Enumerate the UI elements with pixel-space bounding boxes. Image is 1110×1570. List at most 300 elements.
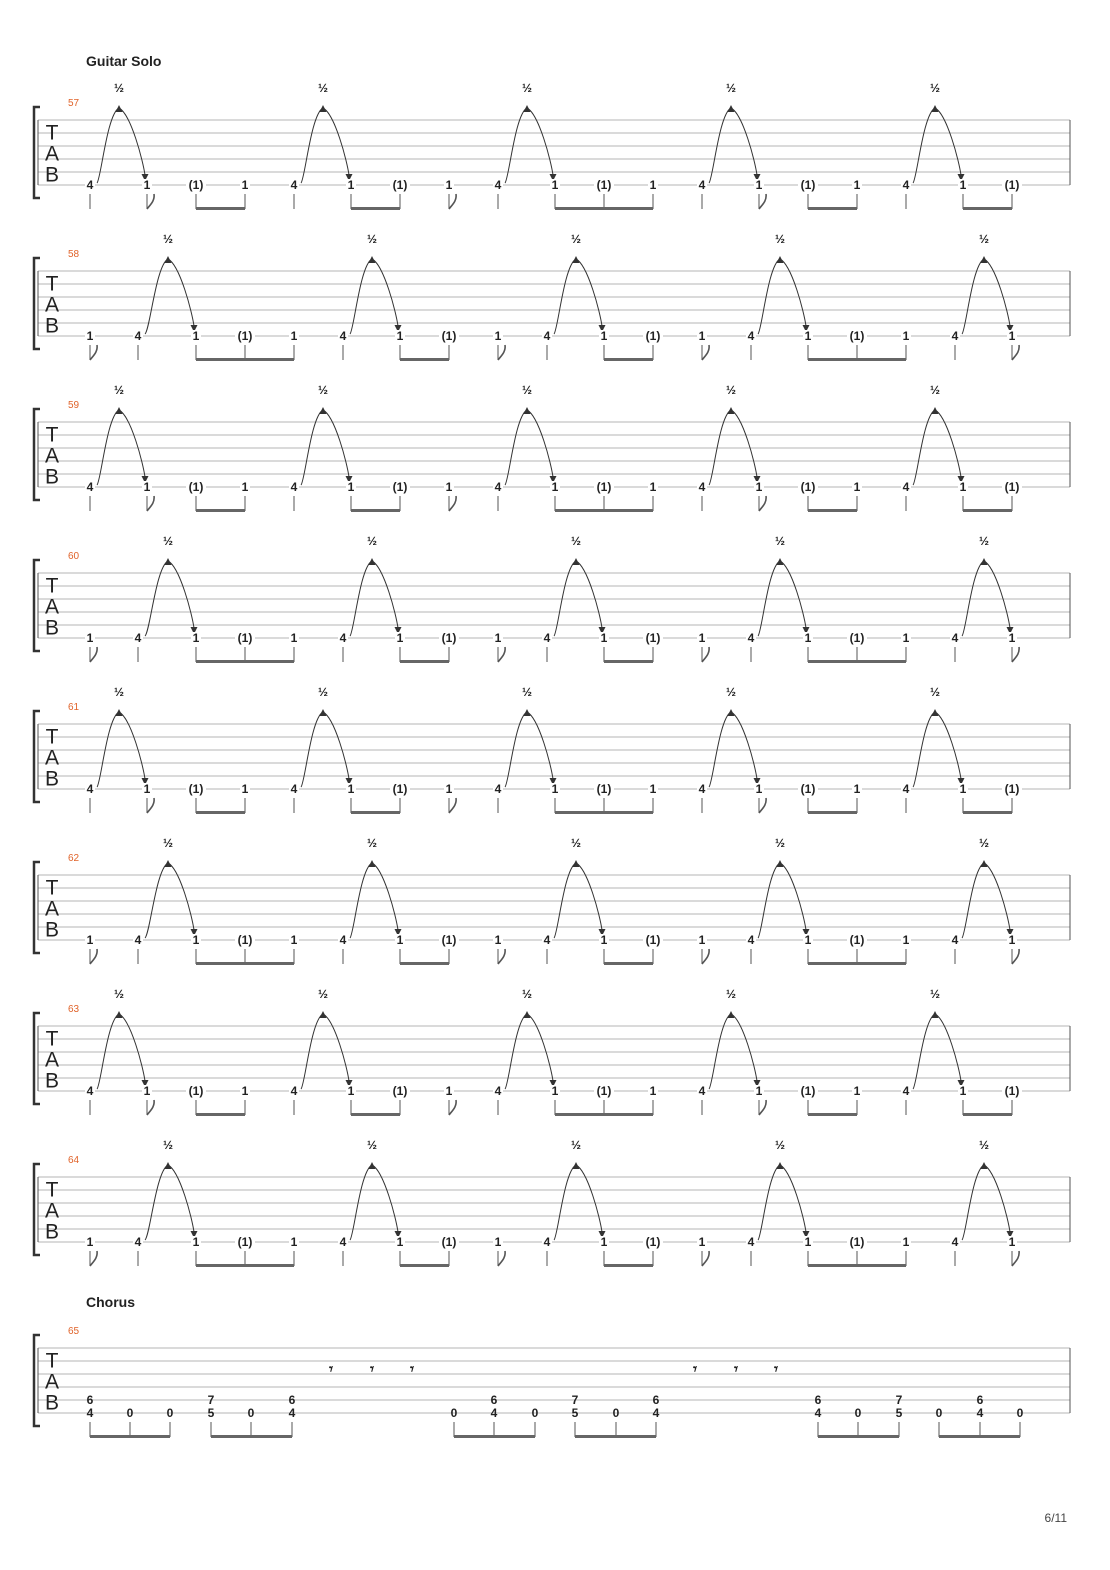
fret-number: 1 bbox=[902, 329, 910, 343]
note-flag bbox=[1012, 345, 1019, 360]
fret-number: 4 bbox=[652, 1406, 660, 1420]
note-flag bbox=[1012, 1251, 1019, 1266]
beam bbox=[808, 1264, 906, 1267]
fret-number: 4 bbox=[951, 329, 959, 343]
tab-clef-letter: T bbox=[45, 423, 59, 447]
fret-number: (1) bbox=[849, 329, 865, 343]
fret-number: 1 bbox=[804, 1235, 812, 1249]
note-flag bbox=[147, 798, 154, 813]
beam bbox=[555, 811, 653, 814]
fret-number: 1 bbox=[649, 782, 657, 796]
fret-number: 4 bbox=[288, 1406, 296, 1420]
beam bbox=[604, 660, 653, 663]
bend-arrow-up bbox=[116, 709, 123, 716]
fret-number: 0 bbox=[166, 1406, 174, 1420]
tab-clef-letter: A bbox=[44, 897, 60, 921]
fret-number: 1 bbox=[698, 631, 706, 645]
fret-number: 1 bbox=[853, 1084, 861, 1098]
fret-number: 5 bbox=[895, 1406, 903, 1420]
bend-arrow-up bbox=[524, 709, 531, 716]
bend-amount-label: ½ bbox=[929, 685, 941, 699]
measure-number: 61 bbox=[68, 702, 80, 713]
fret-number: (1) bbox=[392, 480, 408, 494]
fret-number: 6 bbox=[86, 1393, 94, 1407]
bend-arrow-up bbox=[777, 1162, 784, 1169]
beam bbox=[90, 1435, 170, 1438]
note-flag bbox=[147, 1100, 154, 1115]
tab-clef-letter: A bbox=[44, 595, 60, 619]
bend-amount-label: ½ bbox=[978, 1138, 990, 1152]
bend-amount-label: ½ bbox=[570, 232, 582, 246]
tab-clef-letter: B bbox=[44, 163, 60, 187]
beam bbox=[196, 962, 294, 965]
fret-number: 1 bbox=[959, 178, 967, 192]
fret-number: 1 bbox=[649, 178, 657, 192]
tab-clef-letter: A bbox=[44, 1199, 60, 1223]
fret-number: 1 bbox=[853, 480, 861, 494]
measure-number: 57 bbox=[68, 98, 80, 109]
fret-number: 1 bbox=[1008, 329, 1016, 343]
fret-number: 1 bbox=[649, 480, 657, 494]
beam bbox=[555, 509, 653, 512]
bend-amount-label: ½ bbox=[521, 383, 533, 397]
fret-number: 1 bbox=[902, 933, 910, 947]
fret-number: 1 bbox=[494, 329, 502, 343]
bend-amount-label: ½ bbox=[162, 836, 174, 850]
fret-number: 1 bbox=[600, 933, 608, 947]
note-flag bbox=[147, 194, 154, 209]
fret-number: (1) bbox=[237, 933, 253, 947]
fret-number: (1) bbox=[596, 178, 612, 192]
bend-arrow-up bbox=[369, 558, 376, 565]
fret-number: 1 bbox=[86, 1235, 94, 1249]
note-flag bbox=[702, 345, 709, 360]
fret-number: (1) bbox=[188, 782, 204, 796]
tab-clef-letter: B bbox=[44, 1220, 60, 1244]
fret-number: (1) bbox=[392, 1084, 408, 1098]
bend-arrow-up bbox=[116, 105, 123, 112]
beam bbox=[196, 1264, 294, 1267]
fret-number: 1 bbox=[959, 480, 967, 494]
fret-number: 5 bbox=[571, 1406, 579, 1420]
tab-system bbox=[34, 81, 1070, 210]
fret-number: 4 bbox=[290, 480, 298, 494]
fret-number: 1 bbox=[959, 782, 967, 796]
fret-number: 4 bbox=[902, 178, 910, 192]
fret-number: 1 bbox=[396, 631, 404, 645]
bend-amount-label: ½ bbox=[521, 685, 533, 699]
fret-number: (1) bbox=[237, 631, 253, 645]
bend-arrow-up bbox=[777, 558, 784, 565]
fret-number: 1 bbox=[902, 631, 910, 645]
note-flag bbox=[498, 949, 505, 964]
fret-number: 1 bbox=[396, 1235, 404, 1249]
measure-number: 58 bbox=[68, 249, 80, 260]
fret-number: 1 bbox=[86, 933, 94, 947]
fret-number: 1 bbox=[698, 933, 706, 947]
fret-number: (1) bbox=[645, 933, 661, 947]
fret-number: 1 bbox=[853, 178, 861, 192]
eighth-rest: 𝄾 bbox=[774, 1361, 778, 1378]
bend-amount-label: ½ bbox=[317, 685, 329, 699]
bend-arrow-up bbox=[573, 558, 580, 565]
tab-system bbox=[34, 836, 1070, 965]
fret-number: 1 bbox=[192, 933, 200, 947]
eighth-rest: 𝄾 bbox=[410, 1361, 414, 1378]
fret-number: 1 bbox=[241, 1084, 249, 1098]
note-flag bbox=[90, 345, 97, 360]
fret-number: (1) bbox=[392, 782, 408, 796]
fret-number: 4 bbox=[339, 631, 347, 645]
tab-clef-letter: A bbox=[44, 293, 60, 317]
beam bbox=[604, 358, 653, 361]
bend-arrow-up bbox=[320, 407, 327, 414]
beam bbox=[808, 509, 857, 512]
bend-arrow-up bbox=[932, 1011, 939, 1018]
beam bbox=[196, 1113, 245, 1116]
fret-number: 1 bbox=[241, 178, 249, 192]
fret-number: 4 bbox=[902, 1084, 910, 1098]
fret-number: 1 bbox=[804, 329, 812, 343]
fret-number: 1 bbox=[755, 178, 763, 192]
bend-amount-label: ½ bbox=[317, 987, 329, 1001]
note-flag bbox=[1012, 949, 1019, 964]
eighth-rest: 𝄾 bbox=[370, 1361, 374, 1378]
section-label: Chorus bbox=[86, 1294, 135, 1310]
tab-clef-letter: T bbox=[45, 574, 59, 598]
beam bbox=[211, 1435, 292, 1438]
tab-clef-letter: T bbox=[45, 1178, 59, 1202]
note-flag bbox=[759, 798, 766, 813]
bend-arrow-up bbox=[165, 860, 172, 867]
fret-number: 1 bbox=[959, 1084, 967, 1098]
bend-arrow-up bbox=[573, 256, 580, 263]
bend-arrow-up bbox=[728, 105, 735, 112]
fret-number: (1) bbox=[441, 933, 457, 947]
beam bbox=[555, 1113, 653, 1116]
fret-number: 1 bbox=[755, 480, 763, 494]
fret-number: 4 bbox=[902, 480, 910, 494]
bend-amount-label: ½ bbox=[570, 534, 582, 548]
fret-number: 1 bbox=[551, 1084, 559, 1098]
fret-number: 1 bbox=[551, 782, 559, 796]
tab-clef-letter: A bbox=[44, 1370, 60, 1394]
beam bbox=[555, 207, 653, 210]
note-flag bbox=[1012, 647, 1019, 662]
fret-number: 4 bbox=[490, 1406, 498, 1420]
measure-number: 65 bbox=[68, 1326, 80, 1337]
fret-number: 1 bbox=[192, 1235, 200, 1249]
fret-number: 1 bbox=[698, 329, 706, 343]
fret-number: 7 bbox=[571, 1393, 579, 1407]
fret-number: 4 bbox=[698, 480, 706, 494]
beam bbox=[196, 358, 294, 361]
beam bbox=[351, 207, 400, 210]
bend-amount-label: ½ bbox=[929, 987, 941, 1001]
fret-number: 1 bbox=[445, 178, 453, 192]
beam bbox=[400, 660, 449, 663]
fret-number: 1 bbox=[143, 1084, 151, 1098]
fret-number: 1 bbox=[143, 178, 151, 192]
fret-number: (1) bbox=[645, 329, 661, 343]
fret-number: (1) bbox=[441, 1235, 457, 1249]
fret-number: 1 bbox=[551, 480, 559, 494]
bend-arrow-up bbox=[320, 105, 327, 112]
tab-clef-letter: T bbox=[45, 1027, 59, 1051]
fret-number: 4 bbox=[494, 1084, 502, 1098]
eighth-rest: 𝄾 bbox=[734, 1361, 738, 1378]
beam bbox=[604, 1264, 653, 1267]
note-flag bbox=[759, 1100, 766, 1115]
bend-arrow-up bbox=[777, 860, 784, 867]
fret-number: 1 bbox=[698, 1235, 706, 1249]
tab-system bbox=[34, 685, 1070, 814]
fret-number: 1 bbox=[649, 1084, 657, 1098]
bend-arrow-up bbox=[728, 1011, 735, 1018]
section-labels bbox=[86, 53, 161, 1310]
fret-number: 1 bbox=[241, 480, 249, 494]
fret-number: 1 bbox=[396, 933, 404, 947]
beam bbox=[604, 962, 653, 965]
eighth-rest: 𝄾 bbox=[329, 1361, 333, 1378]
fret-number: 7 bbox=[895, 1393, 903, 1407]
fret-number: 4 bbox=[543, 1235, 551, 1249]
fret-number: 1 bbox=[902, 1235, 910, 1249]
fret-number: 1 bbox=[600, 329, 608, 343]
fret-number: 4 bbox=[698, 1084, 706, 1098]
note-flag bbox=[90, 949, 97, 964]
note-flag bbox=[498, 647, 505, 662]
measure-number: 60 bbox=[68, 551, 80, 562]
fret-number: 1 bbox=[551, 178, 559, 192]
fret-number: 1 bbox=[755, 1084, 763, 1098]
bend-amount-label: ½ bbox=[113, 685, 125, 699]
fret-number: 1 bbox=[755, 782, 763, 796]
bend-amount-label: ½ bbox=[113, 987, 125, 1001]
beam bbox=[963, 509, 1012, 512]
fret-number: (1) bbox=[237, 1235, 253, 1249]
fret-number: 1 bbox=[290, 933, 298, 947]
fret-number: 0 bbox=[531, 1406, 539, 1420]
bend-arrow-up bbox=[573, 860, 580, 867]
system-bracket bbox=[34, 560, 40, 651]
fret-number: 4 bbox=[290, 178, 298, 192]
beam bbox=[808, 207, 857, 210]
fret-number: 4 bbox=[951, 1235, 959, 1249]
tab-system bbox=[34, 383, 1070, 512]
beam bbox=[196, 509, 245, 512]
bend-arrow-up bbox=[728, 407, 735, 414]
fret-number: 4 bbox=[951, 933, 959, 947]
fret-number: 1 bbox=[445, 782, 453, 796]
note-flag bbox=[759, 194, 766, 209]
system-bracket bbox=[34, 258, 40, 349]
fret-number: 1 bbox=[396, 329, 404, 343]
tab-system bbox=[34, 1138, 1070, 1267]
bend-arrow-up bbox=[728, 709, 735, 716]
page-number: 6/11 bbox=[1044, 1511, 1067, 1525]
tab-clef-letter: B bbox=[44, 1069, 60, 1093]
bend-arrow-up bbox=[932, 709, 939, 716]
fret-number: 4 bbox=[339, 329, 347, 343]
note-flag bbox=[702, 1251, 709, 1266]
fret-number: 1 bbox=[804, 933, 812, 947]
bend-arrow-up bbox=[116, 407, 123, 414]
bend-amount-label: ½ bbox=[725, 987, 737, 1001]
note-flag bbox=[449, 798, 456, 813]
fret-number: 4 bbox=[86, 1406, 94, 1420]
note-flag bbox=[702, 949, 709, 964]
bend-amount-label: ½ bbox=[162, 534, 174, 548]
tab-clef-letter: A bbox=[44, 142, 60, 166]
note-flag bbox=[147, 496, 154, 511]
tab-clef-letter: T bbox=[45, 876, 59, 900]
fret-number: 1 bbox=[600, 1235, 608, 1249]
bend-arrow-up bbox=[981, 558, 988, 565]
tab-clef-letter: T bbox=[45, 121, 59, 145]
note-flag bbox=[449, 1100, 456, 1115]
bend-amount-label: ½ bbox=[162, 232, 174, 246]
beam bbox=[196, 660, 294, 663]
fret-number: 4 bbox=[747, 1235, 755, 1249]
fret-number: (1) bbox=[1004, 1084, 1020, 1098]
beam bbox=[400, 1264, 449, 1267]
system-bracket bbox=[34, 107, 40, 198]
eighth-rest: 𝄾 bbox=[693, 1361, 697, 1378]
tab-clef-letter: B bbox=[44, 918, 60, 942]
tab-system bbox=[34, 232, 1070, 361]
fret-number: 6 bbox=[490, 1393, 498, 1407]
system-bracket bbox=[34, 1013, 40, 1104]
beam bbox=[963, 811, 1012, 814]
tab-clef-letter: T bbox=[45, 725, 59, 749]
bend-amount-label: ½ bbox=[113, 383, 125, 397]
fret-number: (1) bbox=[849, 631, 865, 645]
fret-number: 4 bbox=[814, 1406, 822, 1420]
note-flag bbox=[90, 1251, 97, 1266]
bend-amount-label: ½ bbox=[521, 81, 533, 95]
beam bbox=[808, 962, 906, 965]
tab-clef-letter: B bbox=[44, 465, 60, 489]
fret-number: 4 bbox=[134, 933, 142, 947]
fret-number: (1) bbox=[800, 178, 816, 192]
bend-amount-label: ½ bbox=[978, 232, 990, 246]
fret-number: 4 bbox=[951, 631, 959, 645]
beam bbox=[818, 1435, 899, 1438]
fret-number: 1 bbox=[86, 329, 94, 343]
fret-number: (1) bbox=[1004, 178, 1020, 192]
tab-clef-letter: B bbox=[44, 616, 60, 640]
measure-number: 64 bbox=[68, 1155, 80, 1166]
tab-clef-letter: T bbox=[45, 272, 59, 296]
fret-number: (1) bbox=[392, 178, 408, 192]
fret-number: 4 bbox=[290, 1084, 298, 1098]
bend-amount-label: ½ bbox=[366, 534, 378, 548]
section-label: Guitar Solo bbox=[86, 53, 162, 69]
fret-number: (1) bbox=[441, 631, 457, 645]
beam bbox=[963, 207, 1012, 210]
fret-number: 4 bbox=[86, 178, 94, 192]
fret-number: (1) bbox=[800, 1084, 816, 1098]
beam bbox=[575, 1435, 656, 1438]
system-bracket bbox=[34, 862, 40, 953]
fret-number: 4 bbox=[747, 631, 755, 645]
fret-number: 4 bbox=[134, 631, 142, 645]
bend-arrow-up bbox=[369, 1162, 376, 1169]
tab-system bbox=[34, 534, 1070, 663]
bend-amount-label: ½ bbox=[317, 383, 329, 397]
bend-arrow-up bbox=[165, 1162, 172, 1169]
note-flag bbox=[90, 647, 97, 662]
fret-number: 4 bbox=[494, 178, 502, 192]
fret-number: 0 bbox=[854, 1406, 862, 1420]
note-flag bbox=[759, 496, 766, 511]
fret-number: 4 bbox=[747, 329, 755, 343]
fret-number: 4 bbox=[543, 631, 551, 645]
note-flag bbox=[498, 1251, 505, 1266]
fret-number: 4 bbox=[339, 1235, 347, 1249]
bend-arrow-up bbox=[981, 256, 988, 263]
fret-number: 0 bbox=[1016, 1406, 1024, 1420]
fret-number: 1 bbox=[347, 480, 355, 494]
fret-number: (1) bbox=[237, 329, 253, 343]
note-flag bbox=[702, 647, 709, 662]
measure-number: 62 bbox=[68, 853, 80, 864]
beam bbox=[351, 509, 400, 512]
bend-amount-label: ½ bbox=[570, 836, 582, 850]
tab-system bbox=[34, 987, 1070, 1116]
fret-number: 1 bbox=[290, 631, 298, 645]
fret-number: 4 bbox=[134, 329, 142, 343]
measure-number: 63 bbox=[68, 1004, 80, 1015]
bend-amount-label: ½ bbox=[725, 81, 737, 95]
bend-arrow-up bbox=[369, 256, 376, 263]
fret-number: (1) bbox=[188, 1084, 204, 1098]
bend-amount-label: ½ bbox=[774, 534, 786, 548]
fret-number: 1 bbox=[1008, 933, 1016, 947]
fret-number: (1) bbox=[596, 782, 612, 796]
fret-number: 6 bbox=[976, 1393, 984, 1407]
fret-number: 4 bbox=[976, 1406, 984, 1420]
fret-number: 1 bbox=[347, 782, 355, 796]
fret-number: 1 bbox=[1008, 1235, 1016, 1249]
measure-number: 59 bbox=[68, 400, 80, 411]
tab-clef-letter: T bbox=[45, 1349, 59, 1373]
fret-number: 6 bbox=[814, 1393, 822, 1407]
fret-number: 4 bbox=[698, 178, 706, 192]
fret-number: 1 bbox=[347, 1084, 355, 1098]
fret-number: 0 bbox=[450, 1406, 458, 1420]
bend-amount-label: ½ bbox=[113, 81, 125, 95]
bend-amount-label: ½ bbox=[929, 81, 941, 95]
fret-number: 1 bbox=[494, 631, 502, 645]
fret-number: (1) bbox=[596, 1084, 612, 1098]
bend-arrow-up bbox=[932, 407, 939, 414]
fret-number: (1) bbox=[188, 480, 204, 494]
bend-amount-label: ½ bbox=[725, 685, 737, 699]
fret-number: 1 bbox=[445, 1084, 453, 1098]
bend-amount-label: ½ bbox=[317, 81, 329, 95]
beam bbox=[808, 358, 906, 361]
bend-amount-label: ½ bbox=[978, 534, 990, 548]
fret-number: 5 bbox=[207, 1406, 215, 1420]
fret-number: 1 bbox=[192, 329, 200, 343]
fret-number: 6 bbox=[288, 1393, 296, 1407]
bend-amount-label: ½ bbox=[774, 232, 786, 246]
bend-amount-label: ½ bbox=[774, 1138, 786, 1152]
bend-arrow-up bbox=[369, 860, 376, 867]
beam bbox=[196, 207, 245, 210]
